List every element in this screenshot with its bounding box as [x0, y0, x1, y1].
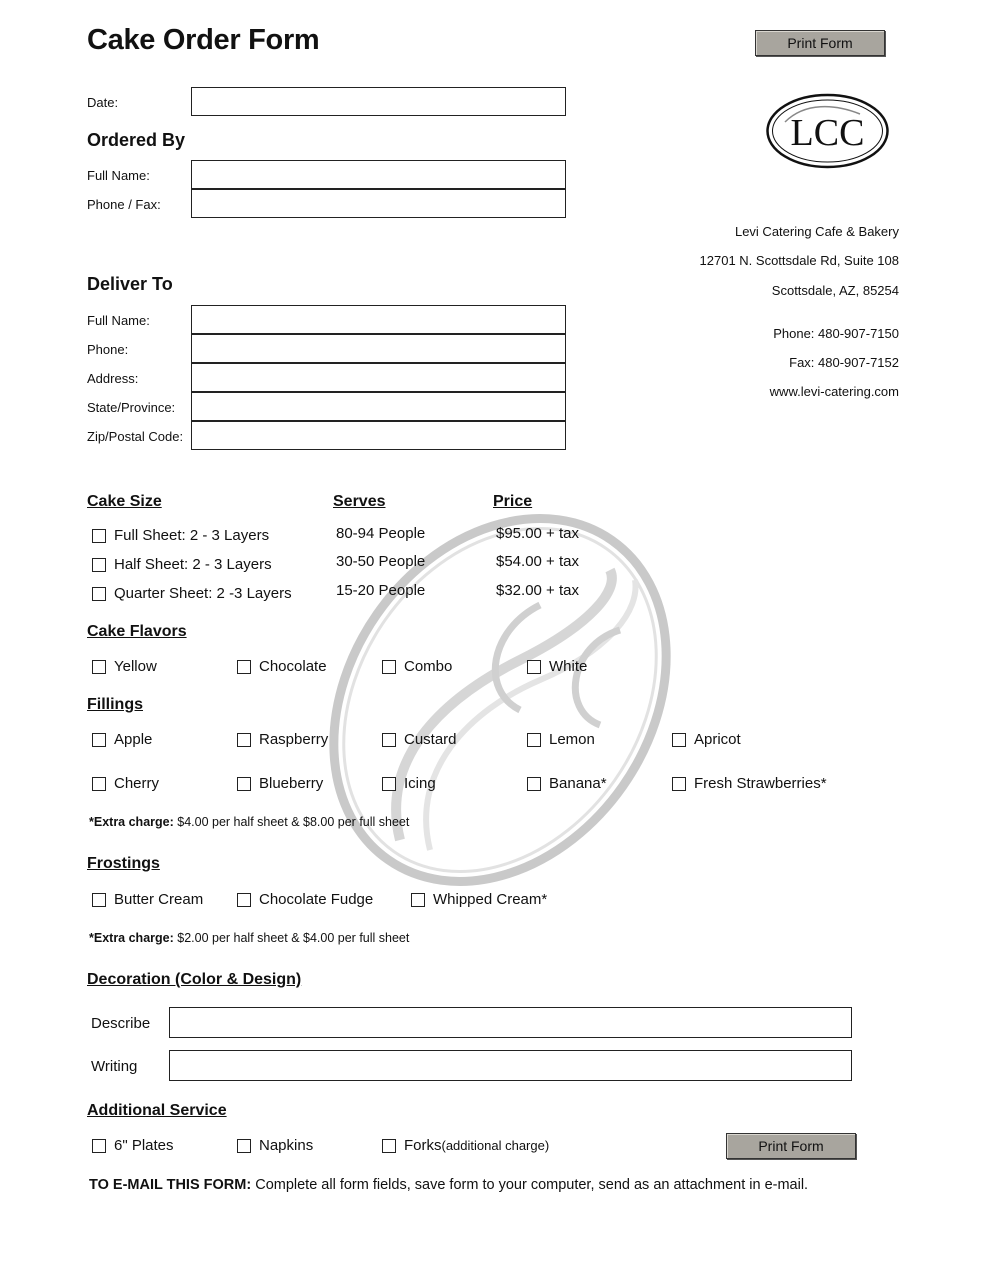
checkbox[interactable] [382, 733, 396, 747]
option-label: Chocolate Fudge [259, 891, 374, 908]
company-phone: Phone: 480-907-7150 [773, 326, 899, 341]
date-label: Date: [87, 95, 119, 110]
additional-option-napkins[interactable] [237, 1137, 313, 1154]
option-label: Half Sheet: 2 - 3 Layers [114, 556, 272, 573]
option-label: Raspberry [259, 731, 329, 748]
flavor-option-chocolate[interactable] [237, 658, 327, 675]
deliver-to-full-name-label: Full Name: [87, 313, 150, 328]
checkbox[interactable] [92, 733, 106, 747]
ordered-by-full-name-label: Full Name: [87, 168, 150, 183]
option-label: Apricot [694, 731, 741, 748]
option-label: Banana* [549, 775, 607, 792]
filling-option-fresh-strawberries[interactable] [672, 775, 827, 792]
checkbox[interactable] [382, 777, 396, 791]
decoration-heading: Decoration (Color & Design) [87, 971, 302, 988]
price-quarter-sheet: $32.00 + tax [496, 582, 579, 599]
filling-option-icing[interactable] [382, 775, 436, 792]
checkbox[interactable] [237, 893, 251, 907]
serves-half-sheet: 30-50 People [336, 553, 426, 570]
frosting-option-chocolate-fudge[interactable] [237, 891, 373, 908]
checkbox[interactable] [92, 660, 106, 674]
print-form-button-bottom[interactable]: Print Form [726, 1133, 856, 1159]
filling-option-lemon[interactable] [527, 731, 595, 748]
describe-label: Describe [91, 1015, 151, 1032]
option-label: Napkins [259, 1137, 314, 1154]
checkbox[interactable] [672, 733, 686, 747]
checkbox[interactable] [237, 1139, 251, 1153]
filling-option-raspberry[interactable] [237, 731, 328, 748]
option-label: Fresh Strawberries* [694, 775, 827, 792]
fillings-extra-charge-note: *Extra charge: $4.00 per half sheet & $8.00 per full sheet [89, 815, 410, 829]
forks-note: (additional charge) [441, 1138, 550, 1153]
deliver-to-state-field[interactable] [191, 392, 566, 421]
serves-full-sheet: 80-94 People [336, 525, 426, 542]
deliver-to-phone-label: Phone: [87, 342, 129, 357]
checkbox[interactable] [92, 529, 106, 543]
frosting-option-butter-cream[interactable] [92, 891, 203, 908]
flavor-option-yellow[interactable] [92, 658, 157, 675]
checkbox[interactable] [382, 1139, 396, 1153]
date-field[interactable] [191, 87, 566, 116]
option-label: Apple [114, 731, 153, 748]
company-address-line1: 12701 N. Scottsdale Rd, Suite 108 [699, 253, 899, 268]
print-form-button-top[interactable]: Print Form [755, 30, 885, 56]
ordered-by-full-name-field[interactable] [191, 160, 566, 189]
checkbox[interactable] [382, 660, 396, 674]
company-fax: Fax: 480-907-7152 [789, 355, 899, 370]
option-label: Lemon [549, 731, 595, 748]
cake-flavors-heading: Cake Flavors [87, 623, 187, 640]
option-label: Quarter Sheet: 2 -3 Layers [114, 585, 292, 602]
checkbox[interactable] [92, 558, 106, 572]
checkbox[interactable] [527, 733, 541, 747]
checkbox[interactable] [92, 777, 106, 791]
checkbox[interactable] [527, 777, 541, 791]
filling-option-apple[interactable] [92, 731, 152, 748]
filling-option-cherry[interactable] [92, 775, 159, 792]
checkbox[interactable] [237, 733, 251, 747]
option-label: Forks [404, 1137, 442, 1154]
filling-option-banana[interactable] [527, 775, 607, 792]
ordered-by-phone-field[interactable] [191, 189, 566, 218]
serves-heading: Serves [333, 493, 386, 510]
company-website: www.levi-catering.com [769, 384, 899, 399]
deliver-to-state-label: State/Province: [87, 400, 176, 415]
option-label: Whipped Cream* [433, 891, 548, 908]
writing-label: Writing [91, 1058, 138, 1075]
checkbox[interactable] [92, 587, 106, 601]
company-address-line2: Scottsdale, AZ, 85254 [771, 283, 899, 298]
frostings-heading: Frostings [87, 855, 160, 872]
cake-size-heading: Cake Size [87, 493, 162, 510]
additional-service-heading: Additional Service [87, 1102, 227, 1119]
serves-quarter-sheet: 15-20 People [336, 582, 426, 599]
option-label: Chocolate [259, 658, 327, 675]
option-label: Cherry [114, 775, 160, 792]
option-label: Combo [404, 658, 453, 675]
filling-option-custard[interactable] [382, 731, 457, 748]
option-label: Blueberry [259, 775, 324, 792]
price-half-sheet: $54.00 + tax [496, 553, 579, 570]
email-instructions: TO E-MAIL THIS FORM: Complete all form fields, save form to your computer, send as an attachment in e-mail. [89, 1177, 809, 1193]
deliver-to-address-field[interactable] [191, 363, 566, 392]
cake-size-option-full-sheet[interactable] [92, 527, 269, 544]
ordered-by-phone-label: Phone / Fax: [87, 197, 161, 212]
fillings-heading: Fillings [87, 696, 143, 713]
deliver-to-zip-label: Zip/Postal Code: [87, 429, 184, 444]
option-label: Full Sheet: 2 - 3 Layers [114, 527, 270, 544]
filling-option-blueberry[interactable] [237, 775, 323, 792]
page-title: Cake Order Form [87, 24, 320, 56]
lcc-logo [765, 92, 890, 170]
deliver-to-phone-field[interactable] [191, 334, 566, 363]
frosting-option-whipped-cream[interactable] [411, 891, 547, 908]
option-label: Icing [404, 775, 436, 792]
frostings-extra-charge-note: *Extra charge: $2.00 per half sheet & $4.00 per full sheet [89, 931, 410, 945]
option-label: 6" Plates [114, 1137, 174, 1154]
price-full-sheet: $95.00 + tax [496, 525, 579, 542]
deliver-to-address-label: Address: [87, 371, 139, 386]
additional-option-plates[interactable] [92, 1137, 174, 1154]
checkbox[interactable] [237, 777, 251, 791]
flavor-option-white[interactable] [527, 658, 587, 675]
cake-size-option-quarter-sheet[interactable] [92, 585, 292, 602]
describe-field[interactable] [169, 1007, 852, 1038]
company-name: Levi Catering Cafe & Bakery [734, 224, 899, 239]
option-label: Custard [404, 731, 457, 748]
filling-option-apricot[interactable] [672, 731, 741, 748]
flavor-option-combo[interactable] [382, 658, 452, 675]
deliver-to-heading: Deliver To [87, 274, 173, 294]
checkbox[interactable] [527, 660, 541, 674]
cake-size-option-half-sheet[interactable] [92, 556, 272, 573]
price-heading: Price [493, 493, 533, 510]
option-label: Butter Cream [114, 891, 204, 908]
checkbox[interactable] [237, 660, 251, 674]
option-label: Yellow [114, 658, 157, 675]
checkbox[interactable] [92, 1139, 106, 1153]
deliver-to-full-name-field[interactable] [191, 305, 566, 334]
logo-text: LCC [790, 112, 865, 154]
checkbox[interactable] [411, 893, 425, 907]
checkbox[interactable] [92, 893, 106, 907]
additional-option-forks[interactable] [382, 1137, 549, 1154]
option-label: White [549, 658, 588, 675]
deliver-to-zip-field[interactable] [191, 421, 566, 450]
ordered-by-heading: Ordered By [87, 130, 186, 150]
checkbox[interactable] [672, 777, 686, 791]
writing-field[interactable] [169, 1050, 852, 1081]
